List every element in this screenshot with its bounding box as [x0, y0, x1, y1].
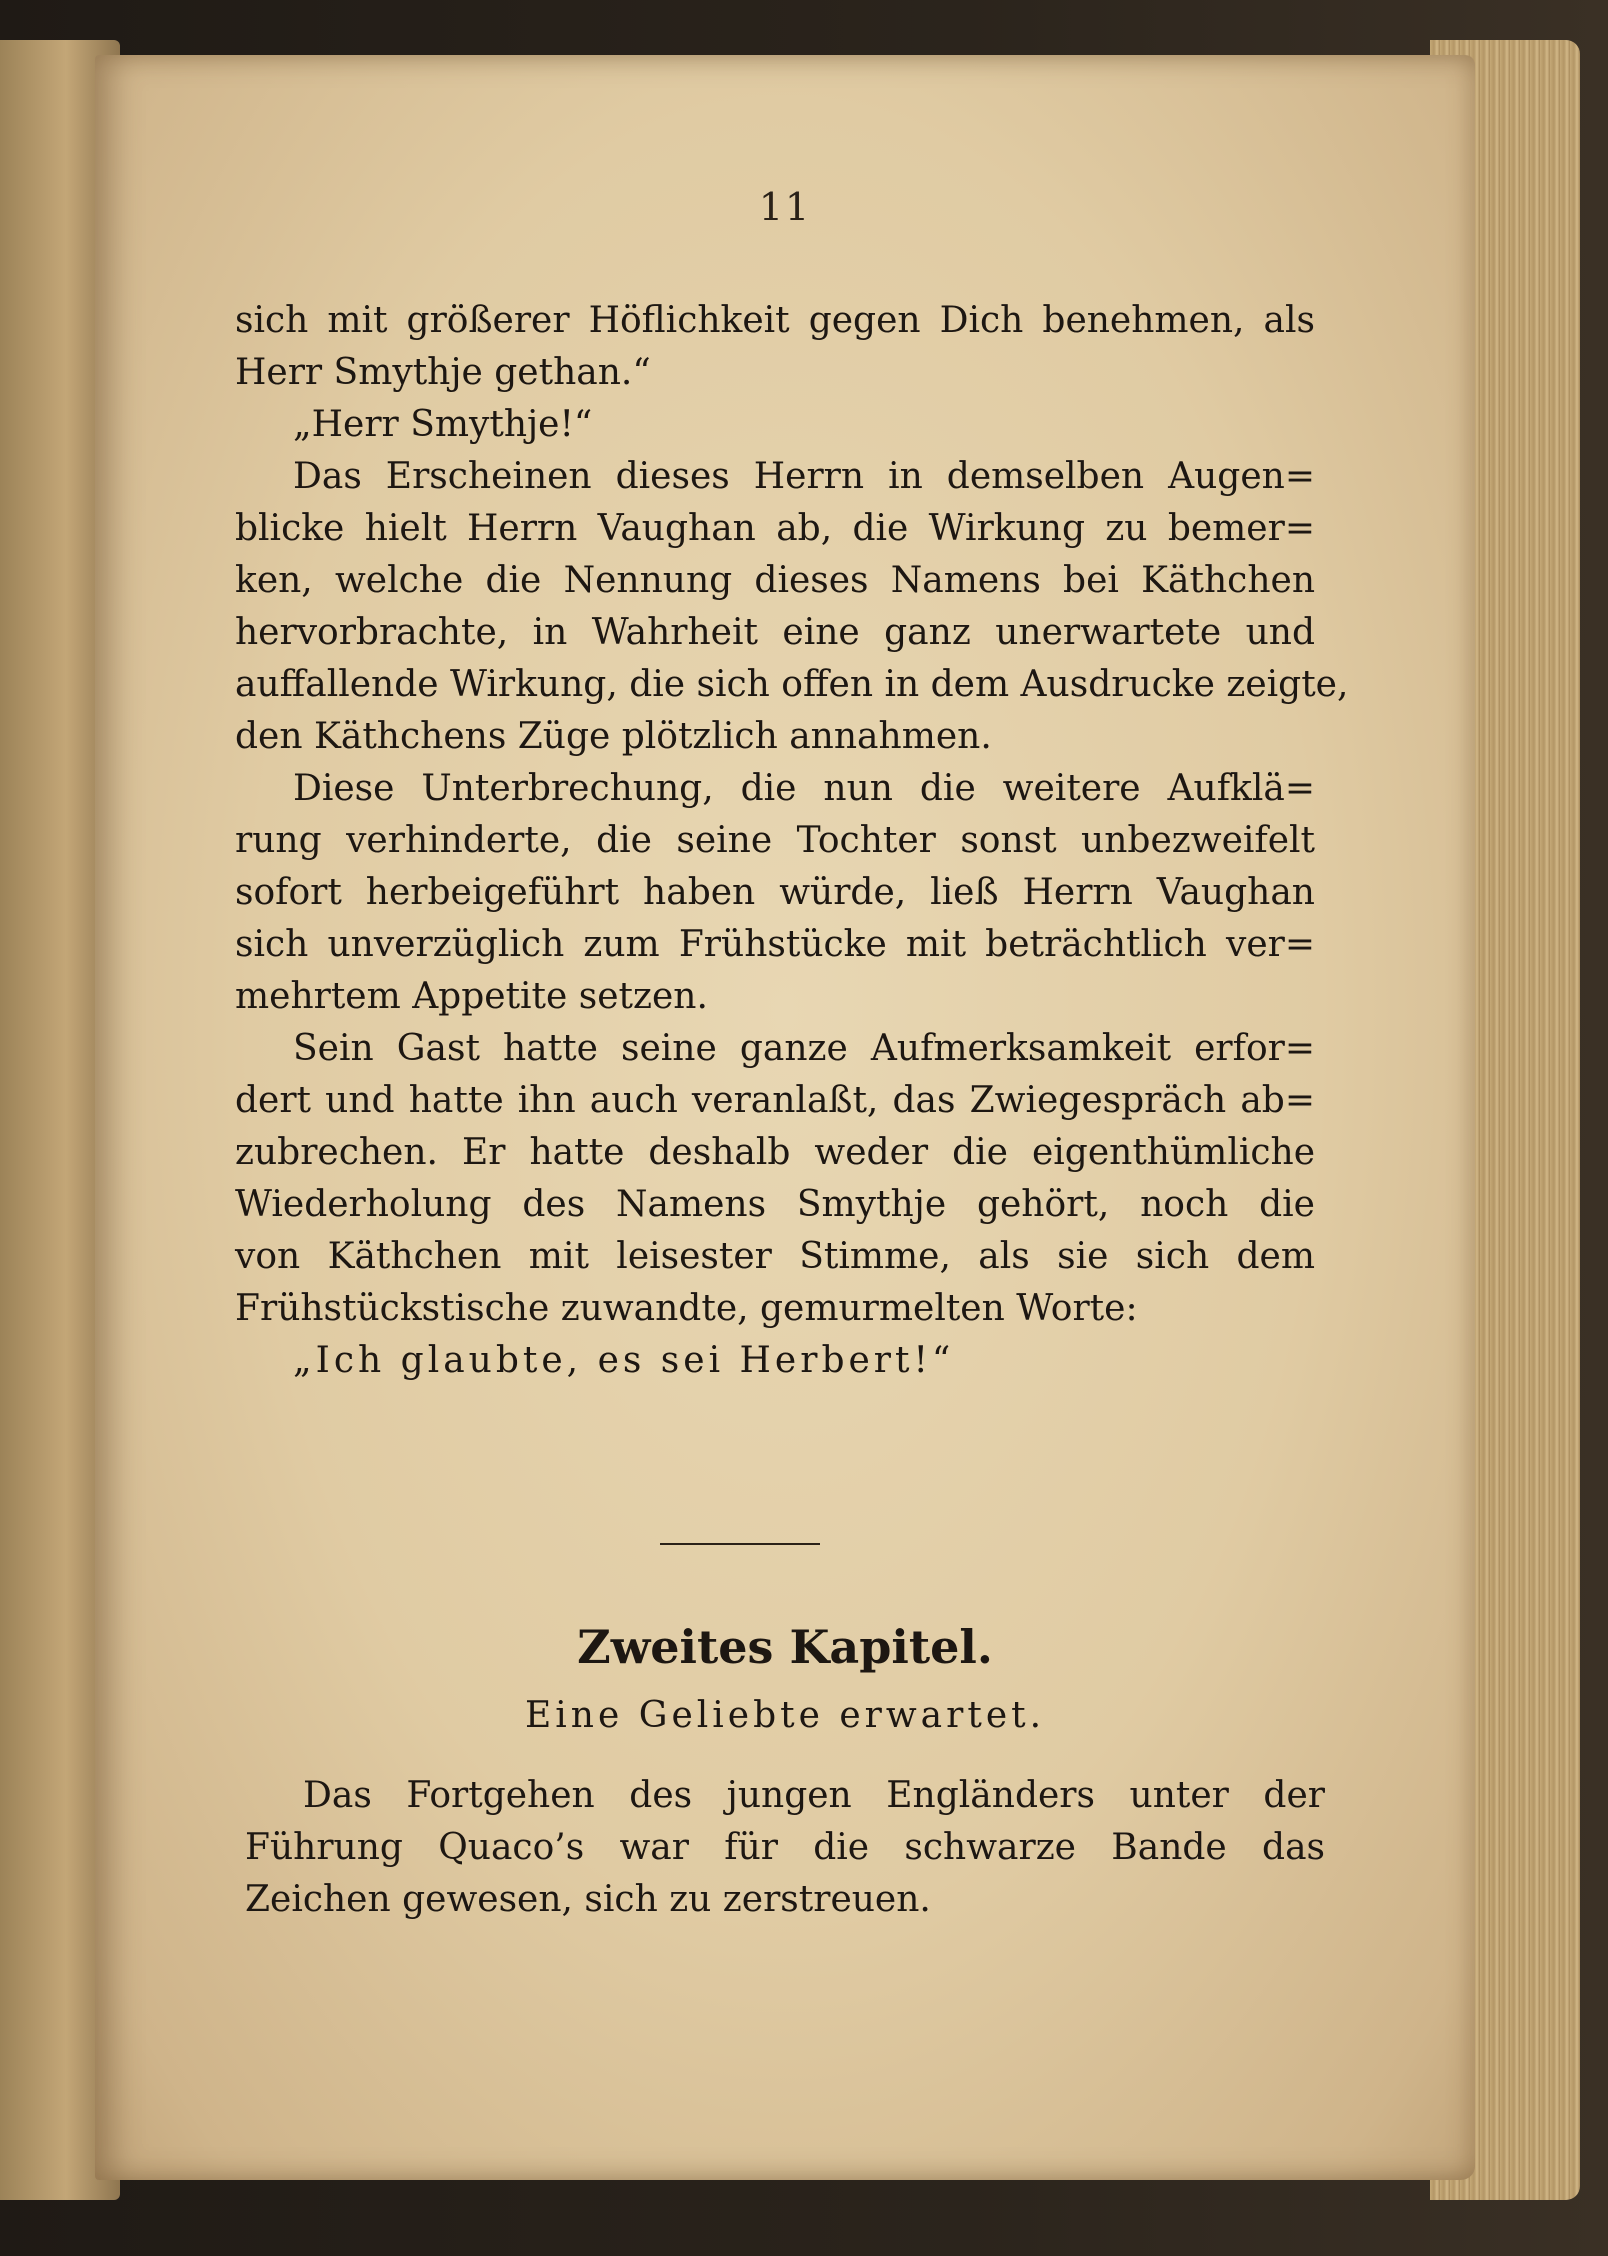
- text-line: „Ich glaubte, es sei Herbert!“: [293, 1340, 955, 1381]
- chapter-subtitle: Eine Geliebte erwartet.: [524, 1695, 1046, 1736]
- text-line: sich mit größerer Höflichkeit gegen Dich benehmen, als: [235, 300, 1315, 341]
- text-line: Führung Quaco’s war für die schwarze Bande das: [245, 1827, 1325, 1868]
- text-line: auffallende Wirkung, die sich offen in dem Ausdrucke zeigte,: [235, 664, 1349, 705]
- text-line: sich unverzüglich zum Frühstücke mit beträchtlich ver=: [235, 924, 1315, 965]
- book-page: [95, 55, 1475, 2180]
- text-line: den Käthchens Züge plötzlich annahmen.: [235, 716, 992, 757]
- text-line: sofort herbeigeführt haben würde, ließ Herrn Vaughan: [235, 872, 1315, 913]
- chapter-text: [245, 1770, 1325, 1926]
- text-line: Das Fortgehen des jungen Engländers unter der: [303, 1775, 1325, 1816]
- text-line: von Käthchen mit leisester Stimme, als sie sich dem: [235, 1236, 1315, 1277]
- section-divider: [660, 1543, 820, 1545]
- chapter-title: Zweites Kapitel.: [577, 1620, 993, 1674]
- text-line: hervorbrachte, in Wahrheit eine ganz unerwartete und: [235, 612, 1315, 653]
- text-line: Zeichen gewesen, sich zu zerstreuen.: [245, 1879, 931, 1920]
- text-line: Herr Smythje gethan.“: [235, 352, 651, 393]
- text-line: Sein Gast hatte seine ganze Aufmerksamkeit erfor=: [293, 1028, 1315, 1069]
- page-number: 11: [758, 185, 812, 229]
- text-line: „Herr Smythje!“: [293, 404, 593, 445]
- text-line: blicke hielt Herrn Vaughan ab, die Wirkung zu bemer=: [235, 508, 1315, 549]
- text-line: dert und hatte ihn auch veranlaßt, das Zwiegespräch ab=: [235, 1080, 1315, 1121]
- text-line: Wiederholung des Namens Smythje gehört, noch die: [235, 1184, 1315, 1225]
- text-line: Frühstückstische zuwandte, gemurmelten Worte:: [235, 1288, 1138, 1329]
- text-line: ken, welche die Nennung dieses Namens bei Käthchen: [235, 560, 1315, 601]
- text-line: Das Erscheinen dieses Herrn in demselben Augen=: [293, 456, 1315, 497]
- main-text: [235, 295, 1349, 1387]
- text-line: mehrtem Appetite setzen.: [235, 976, 708, 1017]
- text-line: rung verhinderte, die seine Tochter sonst unbezweifelt: [235, 820, 1315, 861]
- text-line: Diese Unterbrechung, die nun die weitere Aufklä=: [293, 768, 1315, 809]
- text-line: zubrechen. Er hatte deshalb weder die eigenthümliche: [235, 1132, 1315, 1173]
